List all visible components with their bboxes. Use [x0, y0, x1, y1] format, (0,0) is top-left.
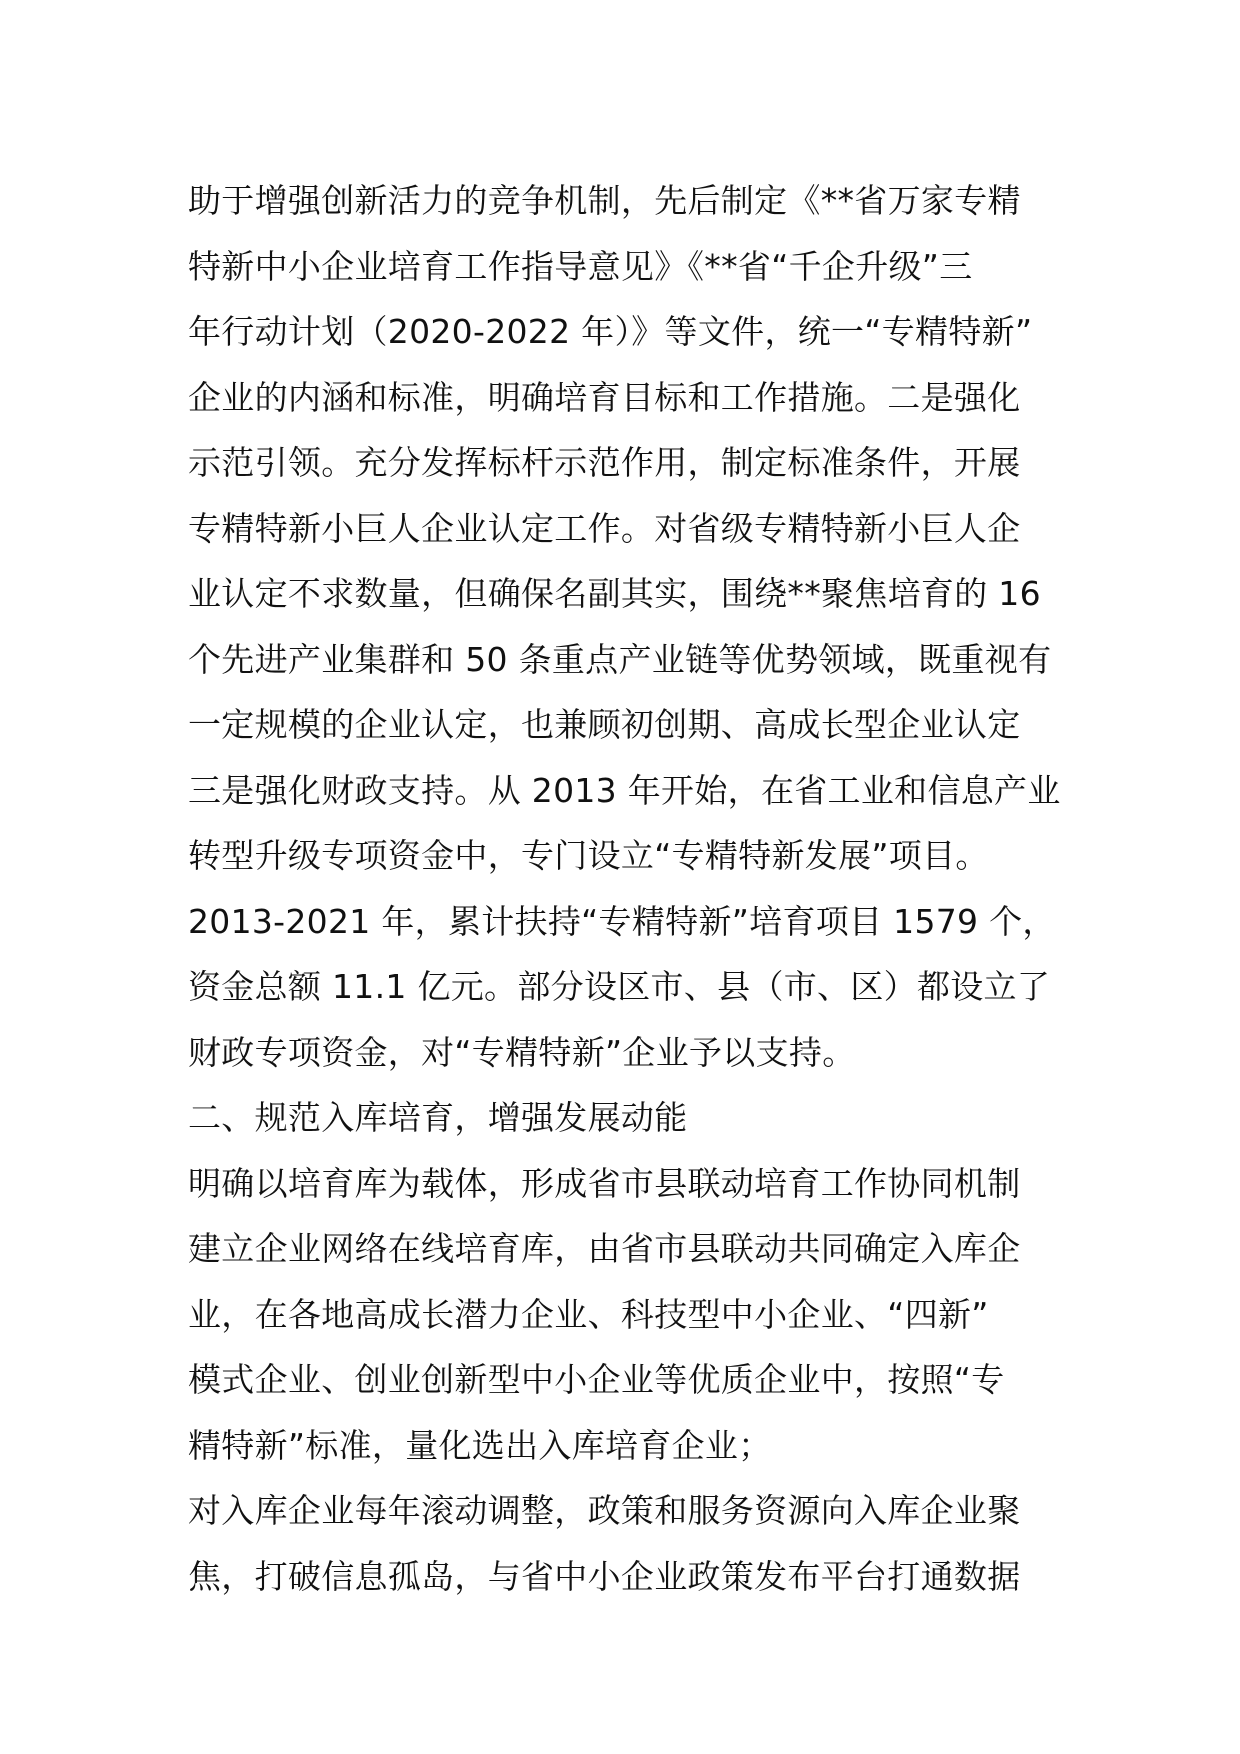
text-line: 个先进产业集群和 50 条重点产业链等优势领域，既重视有	[188, 639, 1052, 679]
text-line: 焦，打破信息孤岛，与省中小企业政策发布平台打通数据	[188, 1556, 1021, 1596]
text-line: 示范引领。充分发挥标杆示范作用，制定标准条件，开展	[188, 443, 1021, 482]
text-line: 专精特新小巨人企业认定工作。对省级专精特新小巨人企	[188, 508, 1021, 548]
text-line: 财政专项资金，对“专精特新”企业予以支持。	[188, 1032, 856, 1072]
text-line: 特新中小企业培育工作指导意见》《**省“千企升级”三	[188, 246, 973, 286]
text-line: 精特新”标准，量化选出入库培育企业；	[188, 1425, 772, 1465]
text-line: 业认定不求数量，但确保名副其实，围绕**聚焦培育的 16	[188, 574, 1041, 613]
text-line: 业，在各地高成长潜力企业、科技型中小企业、“四新”	[188, 1294, 989, 1334]
text-line: 2013-2021 年，累计扶持“专精特新”培育项目 1579 个，	[188, 901, 1056, 941]
text-line: 资金总额 11.1 亿元。部分设区市、县（市、区）都设立了	[188, 967, 1051, 1006]
text-line: 模式企业、创业创新型中小企业等优质企业中，按照“专	[188, 1360, 1005, 1399]
text-line: 对入库企业每年滚动调整，政策和服务资源向入库企业聚	[188, 1491, 1021, 1530]
text-line: 转型升级专项资金中，专门设立“专精特新发展”项目。	[188, 836, 989, 875]
text-line: 助于增强创新活力的竞争机制，先后制定《**省万家专精	[188, 181, 1021, 220]
body-text	[188, 168, 1088, 1609]
text-line: 三是强化财政支持。从 2013 年开始，在省工业和信息产业	[188, 770, 1061, 810]
text-line: 建立企业网络在线培育库，由省市县联动共同确定入库企	[188, 1229, 1021, 1268]
text-line: 企业的内涵和标准，明确培育目标和工作措施。二是强化	[188, 377, 1021, 417]
section-heading: 二、规范入库培育，增强发展动能	[188, 1098, 688, 1137]
text-line: 年行动计划（2020-2022 年）》等文件，统一“专精特新”	[188, 312, 1033, 351]
text-line: 一定规模的企业认定，也兼顾初创期、高成长型企业认定	[188, 705, 1021, 744]
text-line: 明确以培育库为载体，形成省市县联动培育工作协同机制	[188, 1163, 1021, 1203]
